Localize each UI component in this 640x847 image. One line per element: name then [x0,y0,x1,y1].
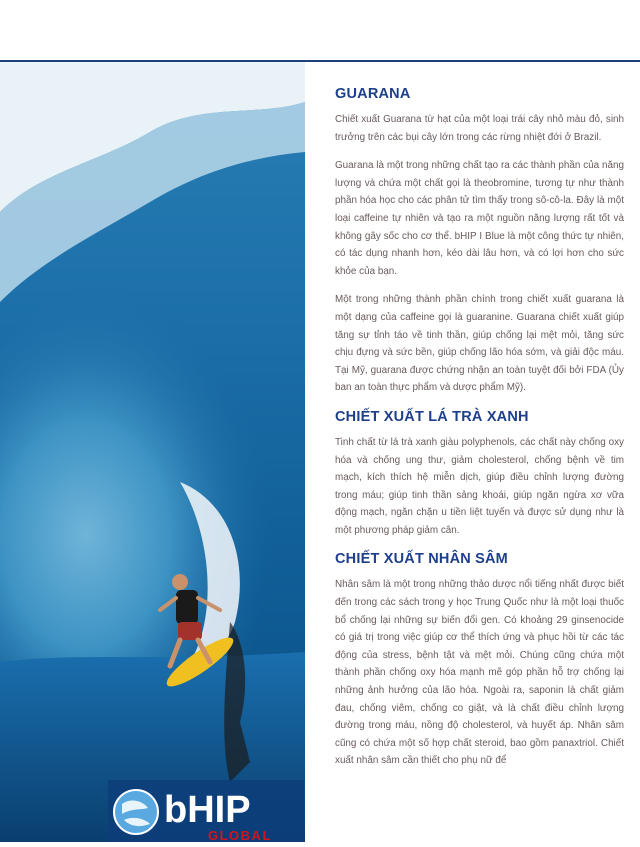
logo-graphic [108,780,304,842]
section-heading-ginseng: CHIẾT XUẤT NHÂN SÂM [335,551,508,568]
wave-image [0,62,305,842]
logo-sub-text: GLOBAL [208,828,272,842]
section-heading-guarana: GUARANA [335,86,411,102]
bhip-global-logo [108,780,304,842]
paragraph: Nhân sâm là một trong những thảo dược nổi tiếng nhất được biết đến trong các sách trong y học Trung Quốc như là một loại thuốc bổ chống lại những sự biến đổi gen. Có khoảng 29 ginsenocide có giá trị trong việc giúp cơ thể thích ứng và phục hồi từ các tác động của stress, bệnh tật và mệt mỏi. Chúng cũng chứa một thành phần chống oxy hóa mạnh mẽ góp phần hỗ trợ chống lại những ảnh hưởng của lão hóa. Ngoài ra, saponin là chất giảm đau, chống viêm, chống co giật, và là chất điều chỉnh lượng đường trong máu, nồng độ cholesterol, và huyết áp. Nhân sâm cũng có chứa một số hợp chất steroid, bao gồm panaxtriol. Chiết xuất nhân sâm cần thiết cho phụ nữ để [335,579,624,767]
paragraph: Guarana là một trong những chất tạo ra các thành phần của năng lượng và chứa một chất gọi là theobromine, tương tự như thành phần hóa học cho các phân tử tìm thấy trong sô-cô-la. Đây là một loại caffeine tự nhiên và tạo ra một nguồn năng lượng rất tốt và không gây sốc cho cơ thể. bHIP I Blue là một công thức tự nhiên, có tác dụng nhanh hơn, kéo dài lâu hơn, và có lợi hơn cho sức khỏe của bạn. [335,160,624,277]
logo-brand-text: bHIP [164,789,251,831]
surfer-wave-photo [0,62,305,842]
paragraph: Một trong những thành phần chính trong chiết xuất guarana là một dạng của caffeine gọi là guaranine. Guarana chiết xuất giúp tăng sự tỉnh táo về tinh thần, giúp chống lại mệt mỏi, tăng sức chịu đựng và sức bền, giúp chống lão hóa sớm, và giải độc máu. Tại Mỹ, guarana được chứng nhận an toàn tuyệt đối bởi FDA (Ủy ban an toàn thực phẩm và dược phẩm Mỹ). [335,294,624,394]
paragraph: Chiết xuất Guarana từ hạt của một loại trái cây nhỏ màu đỏ, sinh trưởng trên các bụi cây lớn trong các rừng nhiệt đới ở Brazil. [335,114,624,143]
paragraph: Tinh chất từ lá trà xanh giàu polyphenols, các chất này chống oxy hóa và chống ung thư, giảm cholesterol, chống bệnh về tim mạch, kích thích hệ miễn dịch, giúp điều chỉnh lượng đường trong máu; giúp tinh thần sảng khoái, giúp ngăn ngừa xơ vữa động mạch, ngăn chặn u tiền liệt tuyến và được sử dụng như là một phương pháp giảm cân. [335,436,624,536]
article-column [335,86,624,781]
section-heading-green-tea: CHIẾT XUẤT LÁ TRÀ XANH [335,408,529,425]
